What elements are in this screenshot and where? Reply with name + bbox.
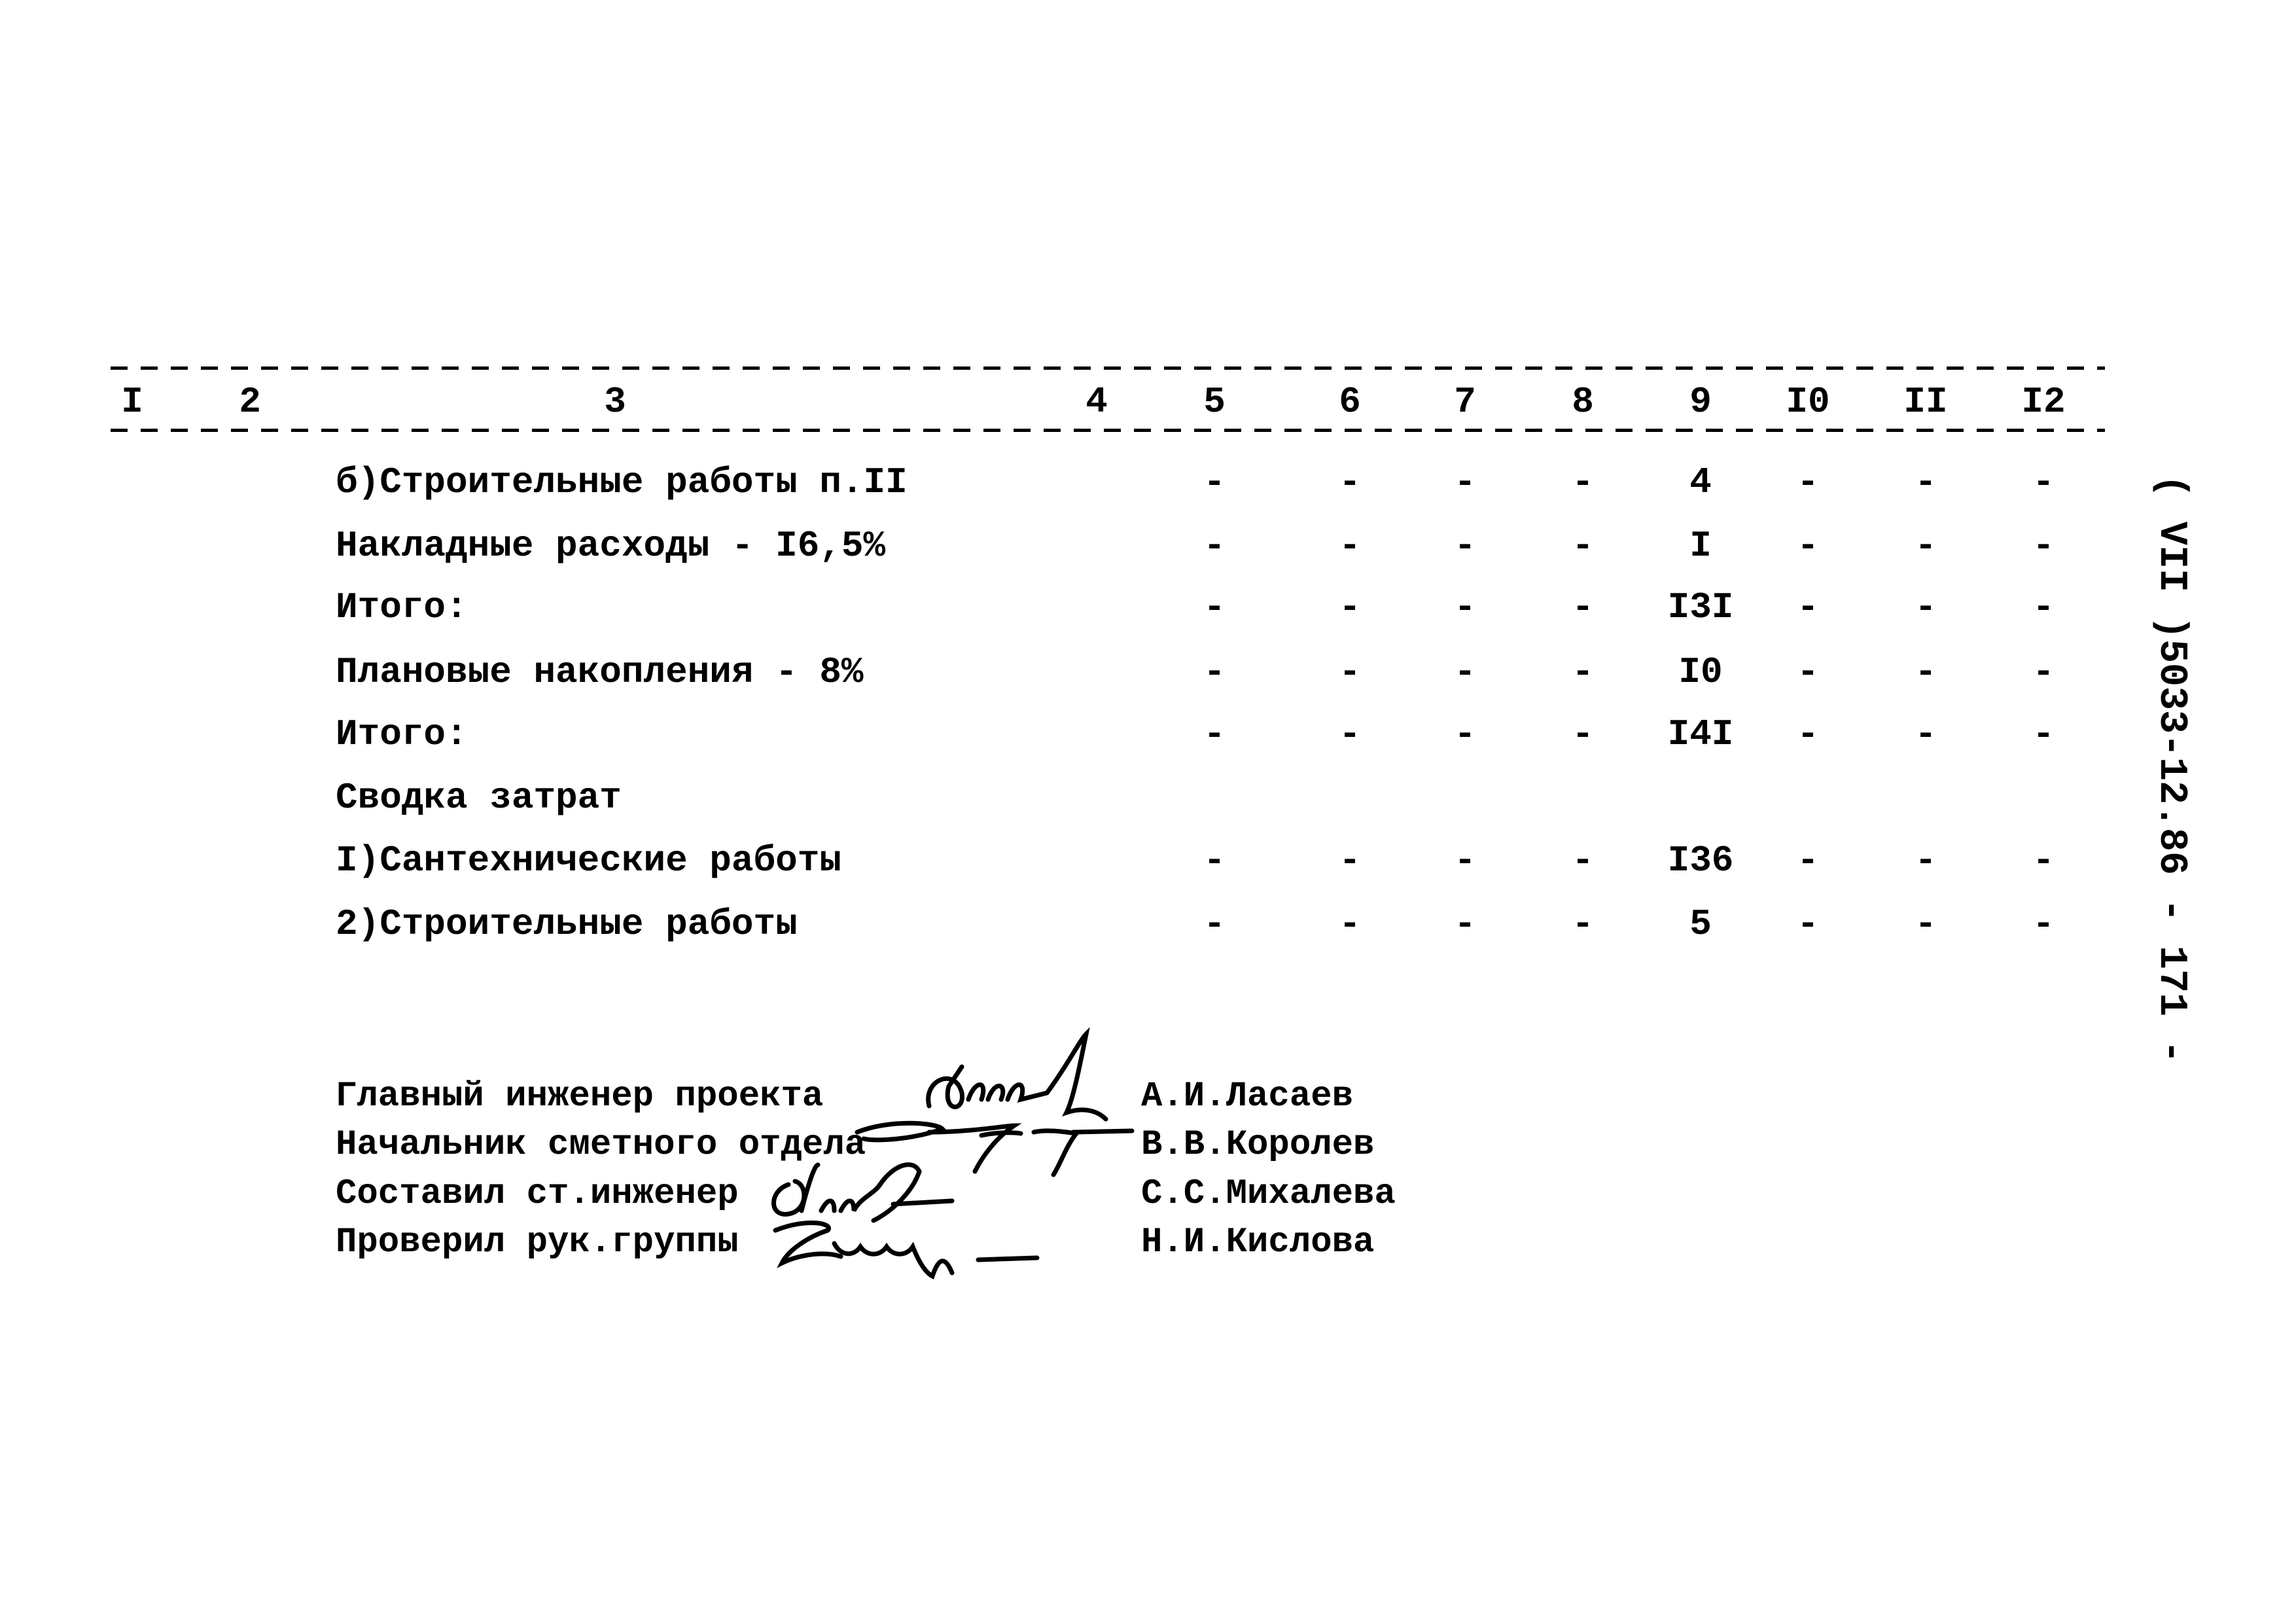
cell-col-7: - [1454, 461, 1476, 503]
signature-role: Составил ст.инженер [336, 1174, 739, 1214]
cell-col-10: - [1797, 903, 1819, 945]
signature-name: С.С.Михалева [1141, 1174, 1396, 1214]
column-header-5: 5 [1203, 381, 1226, 423]
cell-col-9: 4 [1689, 461, 1712, 503]
cell-col-12: - [2032, 713, 2055, 755]
cell-col-7: - [1454, 525, 1476, 567]
signature-name: В.В.Королев [1141, 1125, 1375, 1165]
cell-col-12: - [2032, 840, 2055, 882]
cell-col-9: I [1689, 525, 1712, 567]
cell-col-10: - [1797, 713, 1819, 755]
cell-col-10: - [1797, 461, 1819, 503]
cell-col-5: - [1203, 461, 1226, 503]
cell-col-9: I0 [1678, 651, 1723, 693]
column-header-3: 3 [604, 381, 626, 423]
cell-col-6: - [1339, 713, 1361, 755]
cell-col-6: - [1339, 840, 1361, 882]
cell-col-9: 5 [1689, 903, 1712, 945]
cell-col-11: - [1915, 525, 1937, 567]
cell-col-11: - [1915, 461, 1937, 503]
row-label: Накладные расходы - I6,5% [336, 525, 886, 567]
cell-col-5: - [1203, 713, 1226, 755]
cell-col-8: - [1572, 651, 1594, 693]
cell-col-11: - [1915, 840, 1937, 882]
row-label: Сводка затрат [336, 777, 622, 819]
cell-col-7: - [1454, 903, 1476, 945]
cell-col-10: - [1797, 651, 1819, 693]
cell-col-6: - [1339, 651, 1361, 693]
cell-col-8: - [1572, 586, 1594, 628]
cell-col-9: I4I [1667, 713, 1734, 755]
column-header-6: 6 [1339, 381, 1361, 423]
column-header-2: 2 [239, 381, 261, 423]
cell-col-12: - [2032, 461, 2055, 503]
handwritten-signature-4 [762, 1211, 1050, 1283]
cell-col-12: - [2032, 651, 2055, 693]
row-label: Плановые накопления - 8% [336, 651, 864, 693]
cell-col-7: - [1454, 586, 1476, 628]
cell-col-5: - [1203, 586, 1226, 628]
cell-col-8: - [1572, 461, 1594, 503]
cell-col-10: - [1797, 840, 1819, 882]
column-header-7: 7 [1454, 381, 1476, 423]
cell-col-5: - [1203, 525, 1226, 567]
row-label: Итого: [336, 586, 468, 628]
table-header-rule [111, 429, 2105, 432]
row-label: Итого: [336, 713, 468, 755]
cell-col-11: - [1915, 713, 1937, 755]
cell-col-8: - [1572, 840, 1594, 882]
cell-col-6: - [1339, 461, 1361, 503]
signature-role: Главный инженер проекта [336, 1077, 824, 1116]
column-header-10: I0 [1786, 381, 1830, 423]
column-header-8: 8 [1572, 381, 1594, 423]
column-header-4: 4 [1086, 381, 1108, 423]
table-top-rule [111, 366, 2105, 370]
cell-col-10: - [1797, 586, 1819, 628]
cell-col-8: - [1572, 525, 1594, 567]
sheet-code-label: ( VII )5033-12.86 - 171 - [2149, 474, 2193, 1064]
cell-col-10: - [1797, 525, 1819, 567]
cell-col-8: - [1572, 713, 1594, 755]
row-label: б)Строительные работы п.II [336, 461, 908, 503]
cell-col-7: - [1454, 840, 1476, 882]
column-header-9: 9 [1689, 381, 1712, 423]
cell-col-6: - [1339, 903, 1361, 945]
cell-col-12: - [2032, 586, 2055, 628]
column-header-11: II [1903, 381, 1948, 423]
row-label: I)Сантехнические работы [336, 840, 841, 882]
cell-col-12: - [2032, 903, 2055, 945]
cell-col-7: - [1454, 651, 1476, 693]
cell-col-8: - [1572, 903, 1594, 945]
cell-col-7: - [1454, 713, 1476, 755]
cell-col-9: I3I [1667, 586, 1734, 628]
column-header-1: I [121, 381, 143, 423]
signature-role: Начальник сметного отдела [336, 1125, 866, 1165]
cell-col-5: - [1203, 903, 1226, 945]
cell-col-11: - [1915, 651, 1937, 693]
signature-name: А.И.Ласаев [1141, 1077, 1354, 1116]
cell-col-5: - [1203, 651, 1226, 693]
cell-col-6: - [1339, 525, 1361, 567]
signature-role: Проверил рук.группы [336, 1222, 739, 1262]
cell-col-11: - [1915, 586, 1937, 628]
cell-col-12: - [2032, 525, 2055, 567]
signature-name: Н.И.Кислова [1141, 1222, 1375, 1262]
cell-col-6: - [1339, 586, 1361, 628]
row-label: 2)Строительные работы [336, 903, 798, 945]
cell-col-9: I36 [1667, 840, 1734, 882]
cell-col-11: - [1915, 903, 1937, 945]
cell-col-5: - [1203, 840, 1226, 882]
column-header-12: I2 [2021, 381, 2066, 423]
